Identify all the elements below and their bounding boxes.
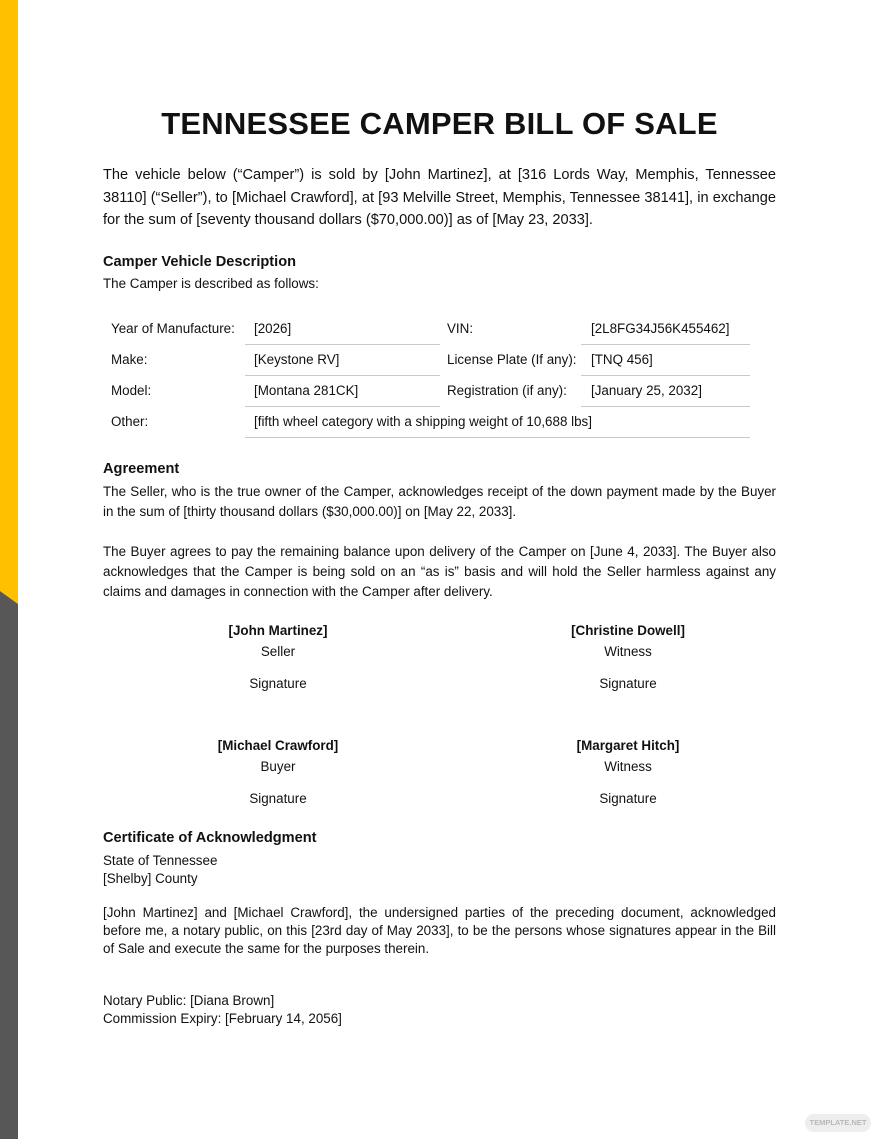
vehicle-details-table bbox=[103, 314, 753, 438]
witness-1-signature-label: Signature bbox=[599, 676, 657, 691]
page-title: TENNESSEE CAMPER BILL OF SALE bbox=[161, 106, 718, 141]
registration-value: [January 25, 2032] bbox=[591, 383, 702, 398]
witness-2-signature-block bbox=[513, 738, 743, 806]
license-plate-label: License Plate (If any): bbox=[447, 352, 577, 367]
vehicle-description-subtext: The Camper is described as follows: bbox=[103, 276, 319, 291]
witness-1-signature-block bbox=[513, 623, 743, 691]
model-label: Model: bbox=[111, 383, 152, 398]
make-value: [Keystone RV] bbox=[254, 352, 340, 367]
buyer-role: Buyer bbox=[260, 759, 296, 774]
buyer-signature-label: Signature bbox=[249, 791, 307, 806]
model-value: [Montana 281CK] bbox=[254, 383, 359, 398]
certificate-state: State of Tennessee bbox=[103, 853, 218, 868]
seller-signature-label: Signature bbox=[249, 676, 307, 691]
year-label: Year of Manufacture: bbox=[111, 321, 235, 336]
accent-gray-band bbox=[0, 591, 18, 1139]
vin-label: VIN: bbox=[447, 321, 474, 336]
table-row bbox=[103, 376, 753, 407]
seller-name: [John Martinez] bbox=[228, 623, 328, 638]
intro-paragraph: The vehicle below (“Camper”) is sold by [John Martinez], at [316 Lords Way, Memphis, Tennessee 38110] (“Seller”), to [Michael Crawford], at [93 Melville Street, Memphis, Tennessee 38141], in exchange for the sum of [seventy thousand dollars ($70,000.00)] as of [May 23, 2033]. bbox=[103, 167, 776, 228]
agreement-heading: Agreement bbox=[103, 461, 180, 477]
witness-1-name: [Christine Dowell] bbox=[571, 623, 685, 638]
certificate-heading: Certificate of Acknowledgment bbox=[103, 830, 317, 846]
side-accent-bar bbox=[0, 0, 18, 1139]
registration-label: Registration (if any): bbox=[447, 383, 567, 398]
accent-yellow-band bbox=[0, 0, 18, 604]
vin-value: [2L8FG34J56K455462] bbox=[591, 321, 730, 336]
make-label: Make: bbox=[111, 352, 148, 367]
seller-role: Seller bbox=[260, 644, 296, 659]
license-plate-value: [TNQ 456] bbox=[591, 352, 653, 367]
certificate-body: [John Martinez] and [Michael Crawford], the undersigned parties of the preceding document, acknowledged before me, a notary public, on this [23rd day of May 2033], to be the persons whose signatures appear in the Bill of Sale and execute the same for the purposes therein. bbox=[103, 905, 776, 956]
notary-public: Notary Public: [Diana Brown] bbox=[103, 993, 275, 1008]
other-value: [fifth wheel category with a shipping weight of 10,688 lbs] bbox=[254, 414, 592, 429]
table-row bbox=[103, 345, 753, 376]
value-underline bbox=[245, 437, 750, 438]
seller-signature-block bbox=[163, 623, 393, 691]
table-row bbox=[103, 407, 753, 438]
certificate-county: [Shelby] County bbox=[103, 871, 198, 886]
witness-1-role: Witness bbox=[604, 644, 652, 659]
template-watermark: TEMPLATE.NET bbox=[805, 1114, 871, 1132]
buyer-name: [Michael Crawford] bbox=[217, 738, 339, 753]
commission-expiry: Commission Expiry: [February 14, 2056] bbox=[103, 1011, 342, 1026]
agreement-paragraph-2: The Buyer agrees to pay the remaining balance upon delivery of the Camper on [June 4, 2033]. The Buyer also acknowledges that the Camper is being sold on an “as is” basis and will hold the Seller harmless against any claims and damages in connection with the Camper after delivery. bbox=[103, 544, 776, 599]
agreement-paragraph-1: The Seller, who is the true owner of the Camper, acknowledges receipt of the down payment made by the Buyer in the sum of [thirty thousand dollars ($30,000.00)] on [May 22, 2033]. bbox=[103, 484, 776, 519]
vehicle-description-heading: Camper Vehicle Description bbox=[103, 254, 297, 270]
table-row bbox=[103, 314, 753, 345]
other-label: Other: bbox=[111, 414, 149, 429]
buyer-signature-block bbox=[163, 738, 393, 806]
witness-2-name: [Margaret Hitch] bbox=[576, 738, 680, 753]
year-value: [2026] bbox=[254, 321, 292, 336]
witness-2-signature-label: Signature bbox=[599, 791, 657, 806]
witness-2-role: Witness bbox=[604, 759, 652, 774]
